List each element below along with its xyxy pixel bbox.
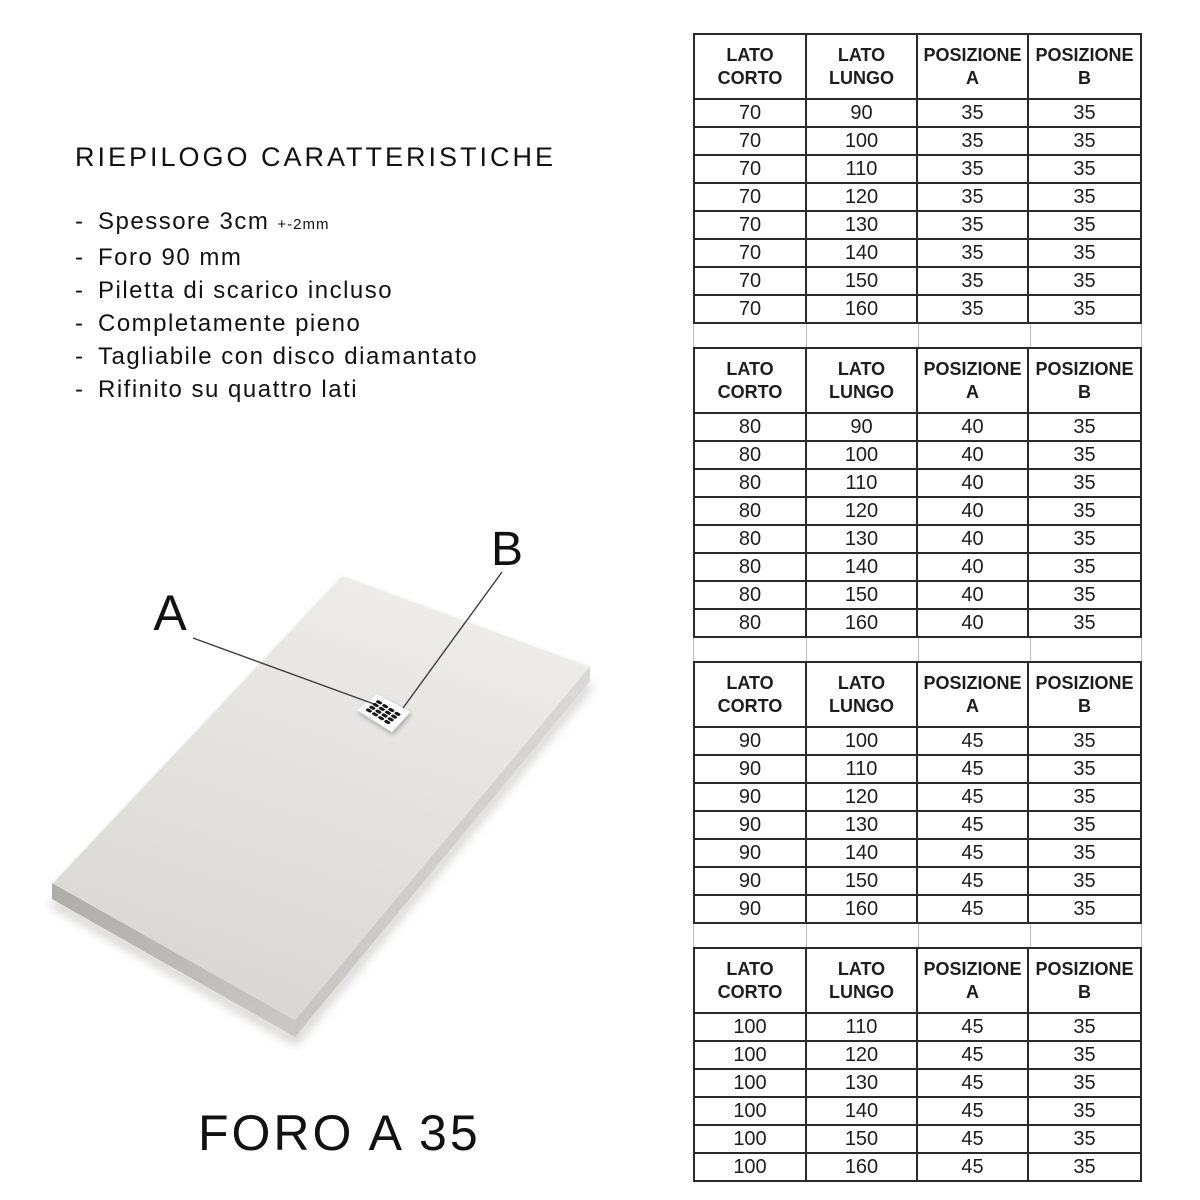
table-cell: 45 — [918, 1070, 1029, 1096]
table-cell: 35 — [1073, 443, 1096, 466]
table-cell: 35 — [1073, 297, 1096, 320]
table-cell: 110 — [807, 756, 918, 782]
table-cell: 100 — [695, 1042, 807, 1068]
table-cell: 100 — [695, 1126, 807, 1152]
table-cell: 120 — [807, 184, 918, 210]
column-header: POSIZIONE A — [918, 349, 1029, 412]
table-row — [695, 154, 1140, 182]
feature-text: Tagliabile con disco diamantato — [98, 343, 479, 370]
table-row — [695, 1040, 1140, 1068]
table-cell: 80 — [695, 554, 807, 580]
table-cell: 80 — [695, 526, 807, 552]
table-gap-cell — [694, 924, 807, 947]
feature-dash: - — [75, 310, 85, 337]
table-row — [695, 580, 1140, 608]
table-cell: 100 — [807, 442, 918, 468]
column-header: POSIZIONE B — [1035, 44, 1134, 88]
table-row — [695, 782, 1140, 810]
feature-item — [75, 241, 478, 274]
table-cell: 40 — [918, 610, 1029, 636]
table-cell: 80 — [695, 498, 807, 524]
table-cell: 35 — [1073, 729, 1096, 752]
table-cell: 100 — [807, 128, 918, 154]
table-cell: 35 — [1073, 813, 1096, 836]
table-cell: 90 — [695, 756, 807, 782]
feature-item — [75, 274, 478, 307]
column-header: LATO CORTO — [695, 949, 807, 1012]
table-cell: 150 — [807, 868, 918, 894]
table-row — [695, 440, 1140, 468]
table-cell: 35 — [1073, 785, 1096, 808]
table-gap-cell — [1031, 924, 1143, 947]
table-cell: 120 — [807, 1042, 918, 1068]
spec-table-1 — [693, 33, 1142, 324]
table-cell: 100 — [807, 728, 918, 754]
feature-text: Foro 90 mm — [98, 244, 243, 271]
table-cell: 40 — [918, 554, 1029, 580]
table-cell: 70 — [695, 156, 807, 182]
table-row — [695, 100, 1140, 126]
table-cell: 45 — [918, 1014, 1029, 1040]
table-cell: 80 — [695, 414, 807, 440]
table-row — [695, 1124, 1140, 1152]
column-header: POSIZIONE A — [918, 35, 1029, 98]
table-cell: 35 — [1073, 101, 1096, 124]
column-header: LATO CORTO — [695, 349, 807, 412]
table-row — [695, 1096, 1140, 1124]
feature-text: Piletta di scarico incluso — [98, 277, 394, 304]
table-header-row — [695, 349, 1140, 414]
feature-note: +-2mm — [277, 216, 330, 233]
table-cell: 45 — [918, 756, 1029, 782]
table-cell: 120 — [807, 784, 918, 810]
table-cell: 80 — [695, 582, 807, 608]
table-cell: 90 — [695, 812, 807, 838]
table-cell: 35 — [1073, 415, 1096, 438]
label-b: B — [490, 523, 524, 576]
table-cell: 35 — [1073, 1015, 1096, 1038]
table-cell: 35 — [1073, 269, 1096, 292]
column-header: POSIZIONE A — [918, 949, 1029, 1012]
feature-dash: - — [75, 343, 85, 370]
feature-dash: - — [75, 277, 85, 304]
table-cell: 35 — [1073, 757, 1096, 780]
column-header: POSIZIONE B — [1035, 358, 1134, 402]
table-cell: 90 — [695, 868, 807, 894]
table-cell: 70 — [695, 184, 807, 210]
table-cell: 35 — [918, 128, 1029, 154]
table-cell: 45 — [918, 1042, 1029, 1068]
table-row — [695, 468, 1140, 496]
table-cell: 45 — [918, 840, 1029, 866]
table-cell: 35 — [1073, 157, 1096, 180]
tables-panel — [693, 33, 1142, 1182]
feature-text: Completamente pieno — [98, 310, 362, 337]
table-cell: 130 — [807, 526, 918, 552]
table-cell: 130 — [807, 212, 918, 238]
table-cell: 80 — [695, 442, 807, 468]
table-cell: 120 — [807, 498, 918, 524]
table-cell: 35 — [1073, 1127, 1096, 1150]
table-row — [695, 414, 1140, 440]
table-cell: 140 — [807, 1098, 918, 1124]
table-cell: 45 — [918, 784, 1029, 810]
table-cell: 35 — [1073, 527, 1096, 550]
column-header: LATO LUNGO — [807, 35, 918, 98]
table-cell: 110 — [807, 156, 918, 182]
table-row — [695, 1068, 1140, 1096]
table-cell: 90 — [807, 100, 918, 126]
table-cell: 110 — [807, 470, 918, 496]
table-row — [695, 126, 1140, 154]
table-cell: 90 — [807, 414, 918, 440]
table-cell: 35 — [1073, 897, 1096, 920]
table-cell: 160 — [807, 610, 918, 636]
table-cell: 35 — [1073, 129, 1096, 152]
table-cell: 90 — [695, 840, 807, 866]
table-cell: 100 — [695, 1070, 807, 1096]
table-cell: 45 — [918, 868, 1029, 894]
feature-dash: - — [75, 244, 85, 271]
table-cell: 35 — [1073, 1071, 1096, 1094]
table-cell: 40 — [918, 526, 1029, 552]
table-cell: 35 — [1073, 611, 1096, 634]
column-header: POSIZIONE A — [918, 663, 1029, 726]
feature-item — [75, 373, 478, 406]
column-header: POSIZIONE B — [1035, 958, 1134, 1002]
table-row — [695, 294, 1140, 322]
feature-dash: - — [75, 208, 85, 235]
table-cell: 90 — [695, 896, 807, 922]
table-gap-cell — [694, 638, 807, 661]
table-gap-cell — [919, 924, 1031, 947]
table-cell: 35 — [1073, 1155, 1096, 1178]
table-header-row — [695, 949, 1140, 1014]
table-cell: 70 — [695, 128, 807, 154]
table-cell: 35 — [1073, 471, 1096, 494]
table-cell: 40 — [918, 582, 1029, 608]
feature-text: Rifinito su quattro lati — [98, 376, 359, 403]
table-cell: 35 — [1073, 583, 1096, 606]
table-cell: 40 — [918, 414, 1029, 440]
table-row — [695, 552, 1140, 580]
table-gap-cell — [807, 324, 919, 347]
table-cell: 35 — [1073, 869, 1096, 892]
table-cell: 100 — [695, 1014, 807, 1040]
feature-dash: - — [75, 376, 85, 403]
table-cell: 80 — [695, 470, 807, 496]
table-gap-cell — [694, 324, 807, 347]
feature-item — [75, 205, 478, 241]
table-cell: 45 — [918, 1154, 1029, 1180]
table-cell: 45 — [918, 1098, 1029, 1124]
table-cell: 110 — [807, 1014, 918, 1040]
table-gap-cell — [919, 638, 1031, 661]
feature-item — [75, 307, 478, 340]
table-row — [695, 728, 1140, 754]
table-gap — [693, 638, 1142, 661]
table-cell: 100 — [695, 1154, 807, 1180]
table-cell: 35 — [1073, 185, 1096, 208]
table-cell: 45 — [918, 896, 1029, 922]
table-row — [695, 210, 1140, 238]
table-gap-cell — [1031, 324, 1143, 347]
table-row — [695, 266, 1140, 294]
table-cell: 35 — [918, 184, 1029, 210]
table-cell: 150 — [807, 268, 918, 294]
table-cell: 35 — [918, 156, 1029, 182]
table-cell: 70 — [695, 240, 807, 266]
column-header: LATO LUNGO — [807, 349, 918, 412]
table-gap-cell — [807, 638, 919, 661]
table-cell: 45 — [918, 1126, 1029, 1152]
table-gap-cell — [807, 924, 919, 947]
column-header: POSIZIONE B — [1035, 672, 1134, 716]
table-cell: 100 — [695, 1098, 807, 1124]
table-cell: 160 — [807, 896, 918, 922]
spec-table-3 — [693, 661, 1142, 924]
table-row — [695, 524, 1140, 552]
table-cell: 40 — [918, 442, 1029, 468]
spec-table-4 — [693, 947, 1142, 1182]
table-cell: 70 — [695, 212, 807, 238]
table-cell: 35 — [918, 100, 1029, 126]
table-cell: 35 — [918, 240, 1029, 266]
table-cell: 140 — [807, 554, 918, 580]
table-row — [695, 182, 1140, 210]
table-header-row — [695, 663, 1140, 728]
table-cell: 45 — [918, 728, 1029, 754]
table-row — [695, 894, 1140, 922]
features-list — [75, 205, 478, 406]
column-header: LATO LUNGO — [807, 663, 918, 726]
table-header-row — [695, 35, 1140, 100]
table-cell: 40 — [918, 470, 1029, 496]
table-cell: 70 — [695, 100, 807, 126]
spec-table-2 — [693, 347, 1142, 638]
table-cell: 45 — [918, 812, 1029, 838]
table-gap-cell — [919, 324, 1031, 347]
table-cell: 90 — [695, 728, 807, 754]
label-a: A — [153, 585, 187, 641]
tray-illustration — [30, 510, 670, 1060]
table-row — [695, 238, 1140, 266]
table-cell: 130 — [807, 812, 918, 838]
table-gap — [693, 324, 1142, 347]
table-gap — [693, 924, 1142, 947]
table-cell: 35 — [1073, 241, 1096, 264]
table-cell: 130 — [807, 1070, 918, 1096]
table-cell: 140 — [807, 840, 918, 866]
feature-text: Spessore 3cm — [98, 208, 270, 235]
table-cell: 150 — [807, 1126, 918, 1152]
table-cell: 150 — [807, 582, 918, 608]
table-cell: 35 — [1073, 499, 1096, 522]
table-cell: 70 — [695, 268, 807, 294]
table-cell: 160 — [807, 296, 918, 322]
table-cell: 35 — [918, 212, 1029, 238]
caption-foro: FORO A 35 — [198, 1105, 481, 1161]
table-cell: 160 — [807, 1154, 918, 1180]
table-cell: 35 — [1073, 841, 1096, 864]
table-cell: 35 — [1073, 1043, 1096, 1066]
column-header: LATO CORTO — [695, 663, 807, 726]
table-row — [695, 1152, 1140, 1180]
feature-item — [75, 340, 478, 373]
column-header: LATO CORTO — [695, 35, 807, 98]
table-cell: 35 — [918, 268, 1029, 294]
table-cell: 70 — [695, 296, 807, 322]
table-gap-cell — [1031, 638, 1143, 661]
table-row — [695, 496, 1140, 524]
table-row — [695, 866, 1140, 894]
table-cell: 140 — [807, 240, 918, 266]
table-row — [695, 1014, 1140, 1040]
table-cell: 80 — [695, 610, 807, 636]
table-row — [695, 810, 1140, 838]
table-cell: 35 — [1073, 555, 1096, 578]
table-cell: 35 — [1073, 213, 1096, 236]
table-cell: 90 — [695, 784, 807, 810]
table-row — [695, 754, 1140, 782]
table-cell: 40 — [918, 498, 1029, 524]
table-row — [695, 838, 1140, 866]
column-header: LATO LUNGO — [807, 949, 918, 1012]
features-title: RIEPILOGO CARATTERISTICHE — [75, 142, 557, 172]
table-row — [695, 608, 1140, 636]
table-cell: 35 — [1073, 1099, 1096, 1122]
table-cell: 35 — [918, 296, 1029, 322]
